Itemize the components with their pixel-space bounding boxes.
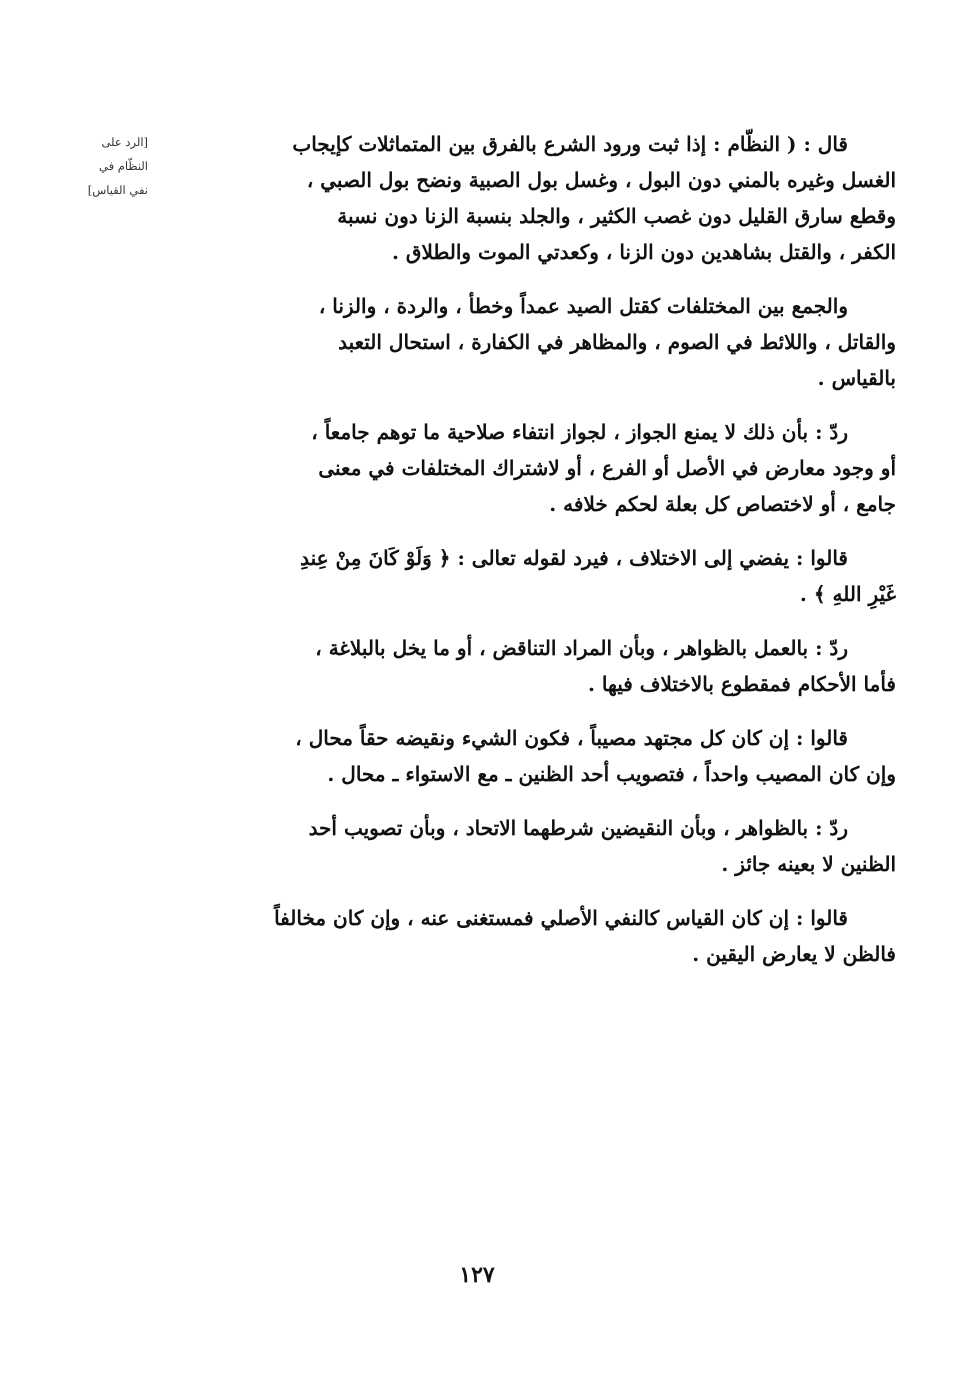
margin-note — [62, 130, 148, 202]
text-line: وإن كان المصيب واحداً ، فتصويب أحد الظنين ـ مع الاستواء ـ محال . — [327, 762, 896, 786]
text-line: غَيْرِ اللهِ ﴾ . — [799, 582, 896, 606]
text-line: أو وجود معارض في الأصل أو الفرع ، أو لاشتراك المختلفات في معنى — [318, 456, 896, 480]
text-line: والجمع بين المختلفات كقتل الصيد عمداً وخطأ ، والردة ، والزنا ، — [318, 294, 848, 318]
text-line: فالظن لا يعارض اليقين . — [692, 942, 896, 966]
text-line: قالوا : يفضي إلى الاختلاف ، فيرد لقوله تعالى : ﴿ وَلَوْ كَانَ مِنْ عِندِ — [300, 546, 848, 570]
text-line: قالوا : إن كان القياس كالنفي الأصلي فمستغنى عنه ، وإن كان مخالفاً — [274, 906, 848, 930]
paragraph-objection-mujtahid — [148, 720, 896, 792]
paragraph-reply-3 — [148, 810, 896, 882]
text-line: جامع ، أو لاختصاص كل بعلة لحكم خلافه . — [549, 492, 896, 516]
paragraph-nazzam-objection — [148, 126, 896, 270]
text-line: وقطع سارق القليل دون غصب الكثير ، والجلد بنسبة الزنا دون نسبة — [337, 204, 896, 228]
text-line: قال : ( النظّام : إذا ثبت ورود الشرع بالفرق بين المتماثلات كإيجاب — [292, 132, 848, 156]
text-line: بالقياس . — [817, 366, 896, 390]
text-line: والقاتل ، واللائط في الصوم ، والمظاهر في الكفارة ، استحال التعبد — [338, 330, 896, 354]
text-line: الكفر ، والقتل بشاهدين دون الزنا ، وكعدتي الموت والطلاق . — [392, 240, 896, 264]
page-number: ١٢٧ — [459, 1262, 495, 1288]
text-line: ردّ : بالعمل بالظواهر ، وبأن المراد التناقض ، أو ما يخل بالبلاغة ، — [315, 636, 848, 660]
margin-note-line: [الرد على — [101, 135, 148, 149]
text-line: قالوا : إن كان كل مجتهد مصيباً ، فكون الشيء ونقيضه حقاً محال ، — [295, 726, 848, 750]
margin-note-line: النظّام في — [99, 159, 148, 173]
paragraph-objection-disagreement — [148, 540, 896, 612]
paragraph-combining-differences — [148, 288, 896, 396]
text-line: فأما الأحكام فمقطوع بالاختلاف فيها . — [587, 672, 896, 696]
paragraph-objection-certainty — [148, 900, 896, 972]
text-line: الغسل وغيره بالمني دون البول ، وغسل بول الصبية ونضح بول الصبي ، — [306, 168, 896, 192]
paragraph-reply-1 — [148, 414, 896, 522]
text-line: ردّ : بأن ذلك لا يمنع الجواز ، لجواز انتفاء صلاحية ما توهم جامعاً ، — [311, 420, 848, 444]
main-text — [148, 126, 896, 990]
paragraph-reply-2 — [148, 630, 896, 702]
margin-note-line: نفي القياس] — [87, 183, 148, 197]
text-line: ردّ : بالظواهر ، وبأن النقيضين شرطهما الاتحاد ، وبأن تصويب أحد — [308, 816, 848, 840]
text-line: الظنين لا بعينه جائز . — [721, 852, 896, 876]
